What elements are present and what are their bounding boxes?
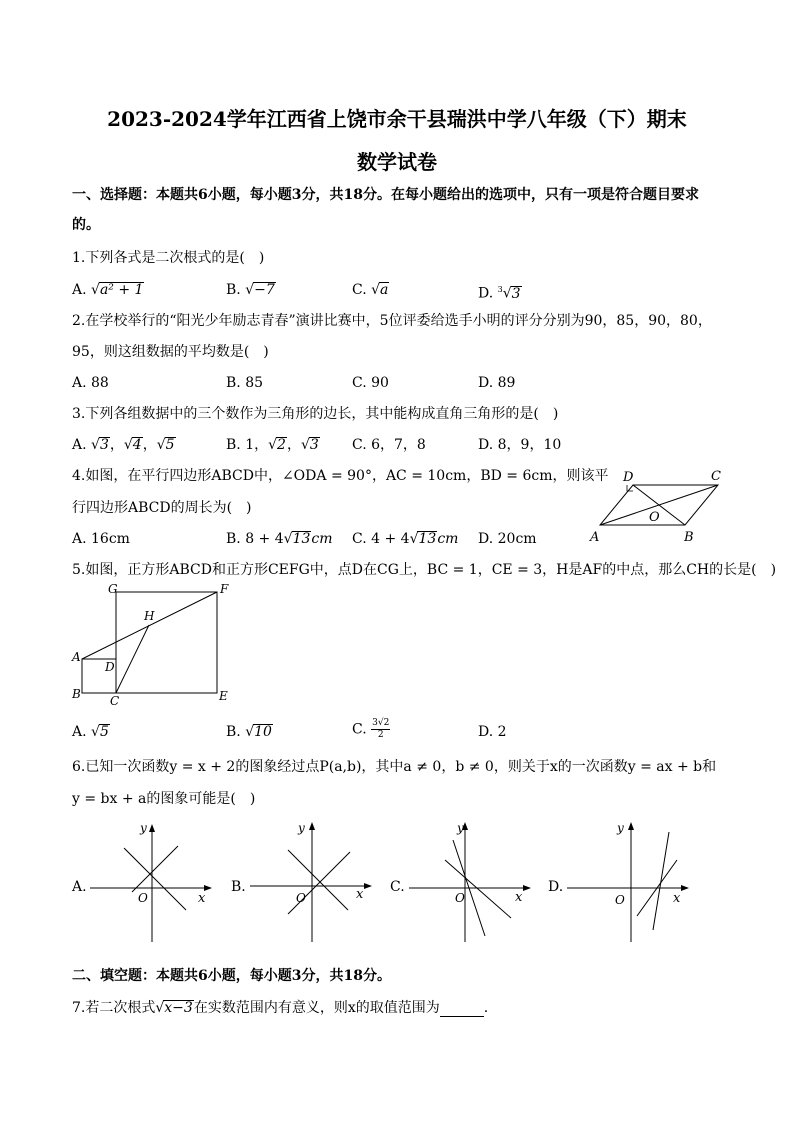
q4-option-b: B. 8 + 4√13cm xyxy=(226,531,333,547)
segment-af xyxy=(82,592,217,659)
section1-heading-cont: 的。 xyxy=(72,217,100,233)
q6-option-a-label: A. xyxy=(72,879,87,895)
q5-option-a: A. √5 xyxy=(72,724,109,740)
q3-option-d: D. 8，9，10 xyxy=(478,437,562,453)
label-e: E xyxy=(219,689,228,703)
q3-stem: 3.下列各组数据中的三个数作为三角形的边长，其中能构成直角三角形的是( ) xyxy=(72,406,559,422)
label-h: H xyxy=(144,609,155,623)
q1-stem: 1.下列各式是二次根式的是( ) xyxy=(72,250,265,266)
label-g: G xyxy=(108,582,118,596)
axis-x-label: x xyxy=(356,887,364,902)
q4-option-a: A. 16cm xyxy=(72,531,130,547)
origin-label: O xyxy=(615,893,625,907)
label-d: D xyxy=(623,470,634,485)
axis-y-label: y xyxy=(617,821,624,835)
q1-option-b: B. √−7 xyxy=(226,282,275,298)
axis-y-label: y xyxy=(140,821,147,835)
q3-option-c: C. 6，7，8 xyxy=(352,437,426,453)
q5-option-b: B. √10 xyxy=(226,724,272,740)
q1-option-c: C. √a xyxy=(352,282,389,298)
q5-stem: 5.如图，正方形ABCD和正方形CEFG中，点D在CG上，BC = 1，CE = 3，H是AF的中点，那么CH的长是( ) xyxy=(72,562,777,578)
segment-ch xyxy=(116,625,149,693)
axis-x-label: x xyxy=(673,891,681,906)
q7-answer-blank[interactable] xyxy=(440,1002,484,1017)
label-b: B xyxy=(72,687,81,701)
line-1 xyxy=(124,848,186,910)
q2-stem-line1: 2.在学校举行的“阳光少年励志青春”演讲比赛中，5位评委给选手小明的评分分别为90，85，90，80， xyxy=(72,313,712,329)
q5-option-d: D. 2 xyxy=(478,724,507,740)
q5-option-c: C. $\frac{3√2}{2}$ xyxy=(352,718,390,740)
label-a: A xyxy=(72,650,81,664)
origin-label: O xyxy=(138,891,148,905)
section2-heading: 二、填空题：本题共6小题，每小题3分，共18分。 xyxy=(72,968,391,984)
q6-option-c-label: C. xyxy=(390,879,405,895)
axis-y-label: y xyxy=(457,821,464,835)
label-c: C xyxy=(711,469,721,484)
q1-option-a: A. √a² + 1 xyxy=(72,282,144,298)
axis-x-label: x xyxy=(515,890,523,905)
q6-graph-a xyxy=(88,820,218,945)
q3-option-a: A. √3，√4，√5 xyxy=(72,437,175,453)
label-c: C xyxy=(110,694,120,707)
section1-heading: 一、选择题：本题共6小题，每小题3分，共18分。在每小题给出的选项中，只有一项是符合题目要求 xyxy=(72,187,699,203)
q6-stem-line2: y = bx + a的图象可能是( ) xyxy=(72,791,256,807)
label-a: A xyxy=(590,530,600,545)
q4-option-c: C. 4 + 4√13cm xyxy=(352,531,459,547)
q4-stem-line1: 4.如图，在平行四边形ABCD中，∠ODA = 90°，AC = 10cm，BD = 6cm，则该平 xyxy=(72,468,609,484)
q5-squares-figure xyxy=(66,582,236,707)
q4-option-d: D. 20cm xyxy=(478,531,537,547)
line-2 xyxy=(653,832,669,930)
label-b: B xyxy=(684,530,694,545)
label-o: O xyxy=(649,510,660,525)
q2-stem-line2: 95，则这组数据的平均数是( ) xyxy=(72,344,269,360)
square-cefg xyxy=(116,592,217,693)
q6-graph-c xyxy=(407,818,537,945)
q7-stem: 7.若二次根式√x−3在实数范围内有意义，则x的取值范围为 . xyxy=(72,1000,489,1016)
q4-stem-line2: 行四边形ABCD的周长为( ) xyxy=(72,500,252,516)
page-title: 2023-2024学年江西省上饶市余干县瑞洪中学八年级（下）期末 xyxy=(107,107,687,131)
q6-graph-b xyxy=(248,818,378,945)
q6-graph-d xyxy=(565,818,695,945)
q2-option-c: C. 90 xyxy=(352,375,389,391)
line-2 xyxy=(132,846,178,892)
page-subtitle: 数学试卷 xyxy=(357,150,437,174)
q2-option-b: B. 85 xyxy=(226,375,264,391)
axis-y-label: y xyxy=(298,821,305,835)
q4-parallelogram-figure xyxy=(585,465,730,547)
label-f: F xyxy=(220,582,229,596)
axis-x-label: x xyxy=(198,891,206,906)
q1-option-d: D. $^3$√3 xyxy=(478,285,521,302)
q2-option-a: A. 88 xyxy=(72,375,109,391)
line-2 xyxy=(445,860,511,918)
q2-option-d: D. 89 xyxy=(478,375,516,391)
q3-option-b: B. 1，√2，√3 xyxy=(226,437,319,453)
q6-stem-line1: 6.已知一次函数y = x + 2的图象经过点P(a,b)，其中a ≠ 0，b ≠ 0，则关于x的一次函数y = ax + b和 xyxy=(72,759,717,775)
origin-label: O xyxy=(296,891,306,905)
origin-label: O xyxy=(455,891,465,905)
q6-option-d-label: D. xyxy=(548,879,564,895)
q6-option-b-label: B. xyxy=(231,879,246,895)
label-d: D xyxy=(105,660,115,674)
